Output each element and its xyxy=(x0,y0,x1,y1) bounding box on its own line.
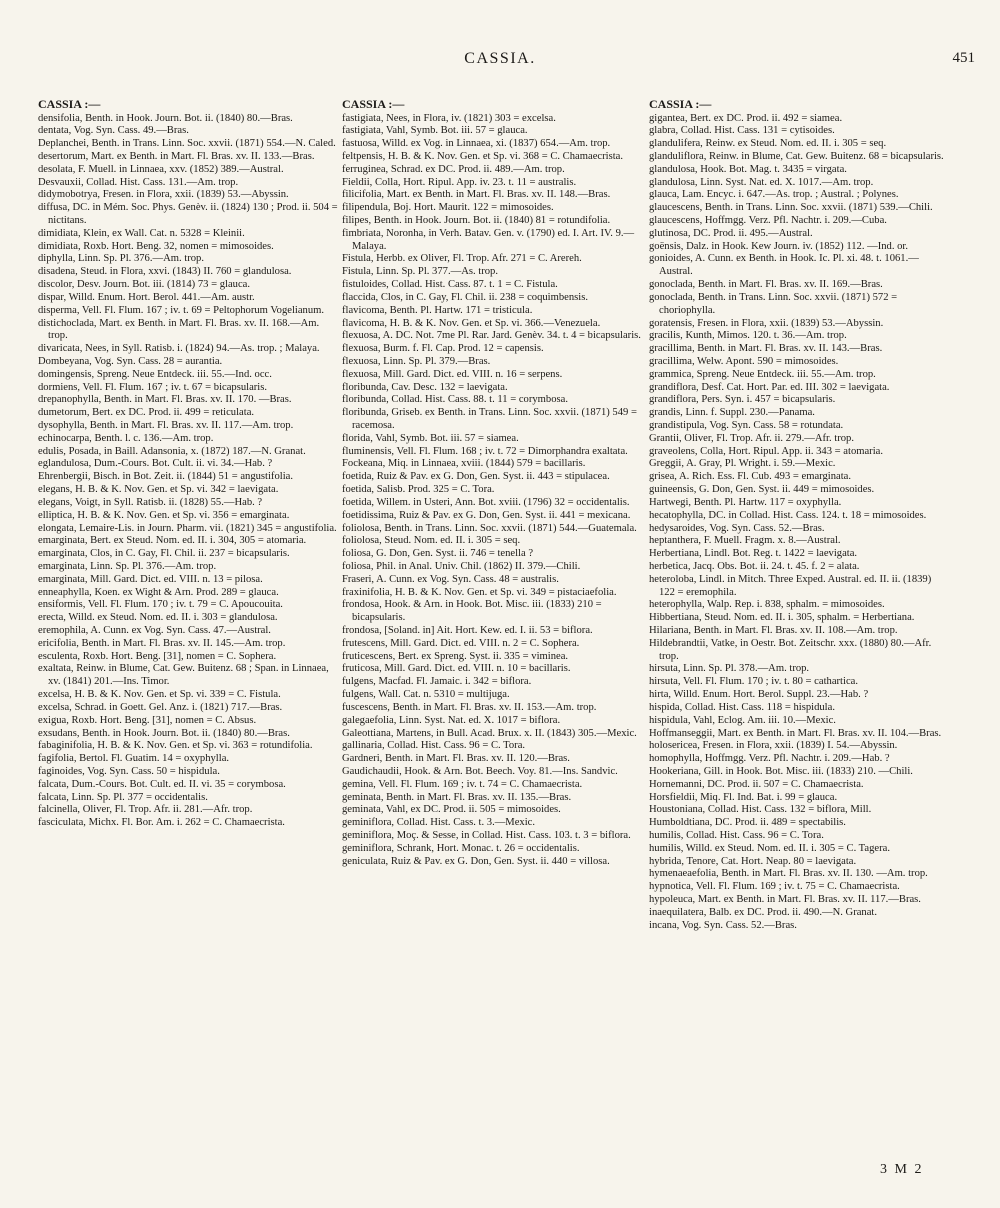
index-entry: desertorum, Mart. ex Benth. in Mart. Fl. Bras. xv. II. 133.—Bras. xyxy=(38,150,315,162)
index-entry: densifolia, Benth. in Hook. Journ. Bot. ii. (1840) 80.—Bras. xyxy=(38,112,293,124)
index-entry: fasciculata, Michx. Fl. Bor. Am. i. 262 = C. Chamaecrista. xyxy=(38,817,285,829)
index-entry: hirsuta, Linn. Sp. Pl. 378.—Am. trop. xyxy=(649,663,810,675)
index-entry: fastuosa, Willd. ex Vog. in Linnaea, xi. (1837) 654.—Am. trop. xyxy=(342,138,611,150)
index-entry: foliolosa, Steud. Nom. ed. II. i. 305 = seq. xyxy=(342,535,521,547)
index-entry: herbetica, Jacq. Obs. Bot. ii. 24. t. 45. f. 2 = alata. xyxy=(649,560,860,572)
index-entry: grammica, Spreng. Neue Entdeck. iii. 55.—Am. trop. xyxy=(649,368,876,380)
index-entry: heterophylla, Walp. Rep. i. 838, sphalm. = mimosoides. xyxy=(649,599,885,611)
index-entry: discolor, Desv. Journ. Bot. iii. (1814) 73 = glauca. xyxy=(38,279,250,291)
index-entry: dumetorum, Bert. ex DC. Prod. ii. 499 = reticulata. xyxy=(38,407,255,419)
page-number: 451 xyxy=(952,50,975,66)
index-entry: fastigiata, Nees, in Flora, iv. (1821) 303 = excelsa. xyxy=(342,112,556,124)
index-entry: Horsfieldii, Miq. Fl. Ind. Bat. i. 99 = glauca. xyxy=(649,791,838,803)
index-entry: humilis, Willd. ex Steud. Nom. ed. II. i. 305 = C. Tagera. xyxy=(649,842,890,854)
index-entry: falcinella, Oliver, Fl. Trop. Afr. ii. 281.—Afr. trop. xyxy=(38,804,253,816)
index-entry: hirsuta, Vell. Fl. Flum. 170 ; iv. t. 80 = cathartica. xyxy=(649,676,858,688)
index-entry: foliosa, Phil. in Anal. Univ. Chil. (1862) II. 379.—Chili. xyxy=(342,560,581,572)
index-entry: glaucescens, Hoffmgg. Verz. Pfl. Nachtr. i. 209.—Cuba. xyxy=(649,215,887,227)
index-entry: emarginata, Linn. Sp. Pl. 376.—Am. trop. xyxy=(38,560,217,572)
index-entry: glandulosa, Linn. Syst. Nat. ed. X. 1017.—Am. trop. xyxy=(649,176,874,188)
index-entry: heptanthera, F. Muell. Fragm. x. 8.—Austral. xyxy=(649,535,841,547)
index-entry: frondosa, [Soland. in] Ait. Hort. Kew. ed. I. ii. 53 = biflora. xyxy=(342,625,593,637)
index-entry: glauca, Lam. Encyc. i. 647.—As. trop. ; Austral. ; Polynes. xyxy=(649,189,899,201)
index-entry: flexuosa, Linn. Sp. Pl. 379.—Bras. xyxy=(342,355,491,367)
index-entry: grisea, A. Rich. Ess. Fl. Cub. 493 = emarginata. xyxy=(649,471,852,483)
index-entry: frondosa, Hook. & Arn. in Hook. Bot. Misc. iii. (1833) 210 = bicapsularis. xyxy=(342,599,602,624)
index-entry: dentata, Vog. Syn. Cass. 49.—Bras. xyxy=(38,125,189,137)
index-entry: fraxinifolia, H. B. & K. Nov. Gen. et Sp. vi. 349 = pistaciaefolia. xyxy=(342,586,617,598)
index-entry: fastigiata, Vahl, Symb. Bot. iii. 57 = glauca. xyxy=(342,125,528,137)
index-entry: filicifolia, Mart. ex Benth. in Mart. Fl. Bras. xv. II. 148.—Bras. xyxy=(342,189,611,201)
index-entry: gemina, Vell. Fl. Flum. 169 ; iv. t. 74 = C. Chamaecrista. xyxy=(342,778,583,790)
index-entry: filipendula, Boj. Hort. Maurit. 122 = mimosoides. xyxy=(342,202,554,214)
index-entry: Deplanchei, Benth. in Trans. Linn. Soc. xxvii. (1871) 554.—N. Caled. xyxy=(38,138,336,150)
column-1 xyxy=(38,97,338,830)
index-entry: geminata, Vahl, ex DC. Prod. ii. 505 = mimosoides. xyxy=(342,804,561,816)
index-entry: excelsa, H. B. & K. Nov. Gen. et Sp. vi. 339 = C. Fistula. xyxy=(38,689,281,701)
index-entry: gonioides, A. Cunn. ex Benth. in Hook. Ic. Pl. xi. 48. t. 1061.—Austral. xyxy=(649,253,919,278)
index-entry: galegaefolia, Linn. Syst. Nat. ed. X. 1017 = biflora. xyxy=(342,714,561,726)
index-entry: foetida, Ruiz & Pav. ex G. Don, Gen. Syst. ii. 443 = stipulacea. xyxy=(342,471,610,483)
index-entry: ensiformis, Vell. Fl. Flum. 170 ; iv. t. 79 = C. Apoucouita. xyxy=(38,599,283,611)
index-entry: floribunda, Collad. Hist. Cass. 88. t. 11 = corymbosa. xyxy=(342,394,568,406)
index-entry: Hildebrandtii, Vatke, in Oestr. Bot. Zeitschr. xxx. (1880) 80.—Afr. trop. xyxy=(649,637,932,662)
index-entry: glandulosa, Hook. Bot. Mag. t. 3435 = virgata. xyxy=(649,163,847,175)
index-entry: gracillima, Welw. Apont. 590 = mimosoides. xyxy=(649,355,839,367)
index-entry: diphylla, Linn. Sp. Pl. 376.—Am. trop. xyxy=(38,253,204,265)
index-entry: Fockeana, Miq. in Linnaea, xviii. (1844) 579 = bacillaris. xyxy=(342,458,586,470)
index-entry: grandis, Linn. f. Suppl. 230.—Panama. xyxy=(649,407,815,419)
index-entry: Dombeyana, Vog. Syn. Cass. 28 = aurantia. xyxy=(38,355,223,367)
index-entry: Hornemanni, DC. Prod. ii. 507 = C. Chamaecrista. xyxy=(649,778,864,790)
index-entry: goratensis, Fresen. in Flora, xxii. (1839) 53.—Abyssin. xyxy=(649,317,884,329)
index-entry: hybrida, Tenore, Cat. Hort. Neap. 80 = laevigata. xyxy=(649,855,857,867)
index-entry: exsudans, Benth. in Hook. Journ. Bot. ii. (1840) 80.—Bras. xyxy=(38,727,290,739)
index-entry: faginoides, Vog. Syn. Cass. 50 = hispidula. xyxy=(38,765,220,777)
index-entry: floribunda, Griseb. ex Benth. in Trans. Linn. Soc. xxvii. (1871) 549 = racemosa. xyxy=(342,407,637,432)
index-entry: gracilis, Kunth, Mimos. 120. t. 36.—Am. trop. xyxy=(649,330,847,342)
index-entry: elegans, Voigt, in Syll. Ratisb. ii. (1828) 55.—Hab. ? xyxy=(38,496,263,508)
index-entry: diffusa, DC. in Mém. Soc. Phys. Genèv. ii. (1824) 130 ; Prod. ii. 504 = nictitans. xyxy=(38,202,338,227)
index-entry: eglandulosa, Dum.-Cours. Bot. Cult. ii. vi. 34.—Hab. ? xyxy=(38,458,273,470)
index-entry: glutinosa, DC. Prod. ii. 495.—Austral. xyxy=(649,227,813,239)
index-entry: Grantii, Oliver, Fl. Trop. Afr. ii. 279.—Afr. trop. xyxy=(649,432,854,444)
index-entry: Humboldtiana, DC. Prod. ii. 489 = spectabilis. xyxy=(649,817,846,829)
index-entry: geminiflora, Collad. Hist. Cass. t. 3.—Mexic. xyxy=(342,817,536,829)
column-3 xyxy=(649,97,949,933)
index-entry: Galeottiana, Martens, in Bull. Acad. Brux. x. II. (1843) 305.—Mexic. xyxy=(342,727,637,739)
index-entry: Fieldii, Colla, Hort. Ripul. App. iv. 23. t. 11 = australis. xyxy=(342,176,577,188)
index-entry: geniculata, Ruiz & Pav. ex G. Don, Gen. Syst. ii. 440 = villosa. xyxy=(342,855,610,867)
index-entry: fluminensis, Vell. Fl. Flum. 168 ; iv. t. 72 = Dimorphandra exaltata. xyxy=(342,445,628,457)
index-entry: falcata, Dum.-Cours. Bot. Cult. ed. II. vi. 35 = corymbosa. xyxy=(38,778,286,790)
index-entry: heteroloba, Lindl. in Mitch. Three Exped. Austral. ed. II. ii. (1839) 122 = eremophila. xyxy=(649,573,932,598)
index-entry: Greggii, A. Gray, Pl. Wright. i. 59.—Mexic. xyxy=(649,458,836,470)
index-entry: incana, Vog. Syn. Cass. 52.—Bras. xyxy=(649,919,797,931)
index-entry: fulgens, Macfad. Fl. Jamaic. i. 342 = biflora. xyxy=(342,676,532,688)
index-entry: frutescens, Mill. Gard. Dict. ed. VIII. n. 2 = C. Sophera. xyxy=(342,637,580,649)
index-entry: emarginata, Clos, in C. Gay, Fl. Chil. ii. 237 = bicapsularis. xyxy=(38,548,290,560)
index-entry: filipes, Benth. in Hook. Journ. Bot. ii. (1840) 81 = rotundifolia. xyxy=(342,215,611,227)
index-entry: domingensis, Spreng. Neue Entdeck. iii. 55.—Ind. occ. xyxy=(38,368,272,380)
index-entry: hispida, Collad. Hist. Cass. 118 = hispidula. xyxy=(649,701,835,713)
index-entry: feltpensis, H. B. & K. Nov. Gen. et Sp. vi. 368 = C. Chamaecrista. xyxy=(342,150,623,162)
index-entry: hedysaroides, Vog. Syn. Cass. 52.—Bras. xyxy=(649,522,825,534)
index-entry: Hartwegi, Benth. Pl. Hartw. 117 = oxyphylla. xyxy=(649,496,842,508)
column-2 xyxy=(342,97,642,868)
index-entry: fimbriata, Noronha, in Verh. Batav. Gen. v. (1790) ed. I. Art. IV. 9.—Malaya. xyxy=(342,227,635,252)
index-entry: florida, Vahl, Symb. Bot. iii. 57 = siamea. xyxy=(342,432,519,444)
index-entry: foliolosa, Benth. in Trans. Linn. Soc. xxvii. (1871) 544.—Guatemala. xyxy=(342,522,637,534)
index-entry: Hookeriana, Gill. in Hook. Bot. Misc. iii. (1833) 210. —Chili. xyxy=(649,765,913,777)
index-entry: emarginata, Mill. Gard. Dict. ed. VIII. n. 13 = pilosa. xyxy=(38,573,263,585)
index-entry: elegans, H. B. & K. Nov. Gen. et Sp. vi. 342 = laevigata. xyxy=(38,484,279,496)
index-entry: elongata, Lemaire-Lis. in Journ. Pharm. vii. (1821) 345 = angustifolia. xyxy=(38,522,337,534)
index-entry: holosericea, Fresen. in Flora, xxii. (1839) I. 54.—Abyssin. xyxy=(649,740,898,752)
index-entry: dormiens, Vell. Fl. Flum. 167 ; iv. t. 67 = bicapsularis. xyxy=(38,381,268,393)
printer-signature: 3 M 2 xyxy=(880,1162,924,1177)
index-entry: flexuosa, A. DC. Not. 7me Pl. Rar. Jard. Genèv. 34. t. 4 = bicapsularis. xyxy=(342,330,641,342)
index-entry: foliosa, G. Don, Gen. Syst. ii. 746 = tenella ? xyxy=(342,548,534,560)
index-entry: Herbertiana, Lindl. Bot. Reg. t. 1422 = laevigata. xyxy=(649,548,858,560)
index-entry: Hilariana, Benth. in Mart. Fl. Bras. xv. II. 108.—Am. trop. xyxy=(649,625,898,637)
index-entry: grandiflora, Desf. Cat. Hort. Par. ed. III. 302 = laevigata. xyxy=(649,381,890,393)
index-entry: drepanophylla, Benth. in Mart. Fl. Bras. xv. II. 170. —Bras. xyxy=(38,394,292,406)
index-entry: foetida, Willem. in Usteri, Ann. Bot. xviii. (1796) 32 = occidentalis. xyxy=(342,496,630,508)
index-entry: Hibbertiana, Steud. Nom. ed. II. i. 305, sphalm. = Herbertiana. xyxy=(649,612,915,624)
index-entry: fabaginifolia, H. B. & K. Nov. Gen. et Sp. vi. 363 = rotundifolia. xyxy=(38,740,313,752)
index-entry: hirta, Willd. Enum. Hort. Berol. Suppl. 23.—Hab. ? xyxy=(649,689,869,701)
index-entry: gracillima, Benth. in Mart. Fl. Bras. xv. II. 143.—Bras. xyxy=(649,343,883,355)
index-entry: fagifolia, Bertol. Fl. Guatim. 14 = oxyphylla. xyxy=(38,753,230,765)
index-entry: Fistula, Linn. Sp. Pl. 377.—As. trop. xyxy=(342,266,498,278)
index-entry: humilis, Collad. Hist. Cass. 96 = C. Tora. xyxy=(649,830,824,842)
index-entry: foetidissima, Ruiz & Pav. ex G. Don, Gen. Syst. ii. 441 = mexicana. xyxy=(342,509,631,521)
index-entry: Gaudichaudii, Hook. & Arn. Bot. Beech. Voy. 81.—Ins. Sandvic. xyxy=(342,765,618,777)
index-entry: Fistula, Herbb. ex Oliver, Fl. Trop. Afr. 271 = C. Arereh. xyxy=(342,253,582,265)
index-entry: flexuosa, Burm. f. Fl. Cap. Prod. 12 = capensis. xyxy=(342,343,544,355)
index-entry: Hoffmanseggii, Mart. ex Benth. in Mart. Fl. Bras. xv. II. 104.—Bras. xyxy=(649,727,942,739)
index-entry: geminata, Benth. in Mart. Fl. Bras. xv. II. 135.—Bras. xyxy=(342,791,572,803)
index-entry: hispidula, Vahl, Eclog. Am. iii. 10.—Mexic. xyxy=(649,714,836,726)
index-entry: graveolens, Colla, Hort. Ripul. App. ii. 343 = atomaria. xyxy=(649,445,883,457)
index-entry: Gardneri, Benth. in Mart. Fl. Bras. xv. II. 120.—Bras. xyxy=(342,753,570,765)
index-entry: geminiflora, Schrank, Hort. Monac. t. 26 = occidentalis. xyxy=(342,842,580,854)
index-entry: falcata, Linn. Sp. Pl. 377 = occidentalis. xyxy=(38,791,208,803)
index-entry: fistuloides, Collad. Hist. Cass. 87. t. 1 = C. Fistula. xyxy=(342,279,558,291)
index-entry: fruticescens, Bert. ex Spreng. Syst. ii. 335 = viminea. xyxy=(342,650,569,662)
index-entry: disperma, Vell. Fl. Flum. 167 ; iv. t. 69 = Peltophorum Vogelianum. xyxy=(38,304,325,316)
index-entry: enneaphylla, Koen. ex Wight & Arn. Prod. 289 = glauca. xyxy=(38,586,279,598)
index-entry: flexuosa, Mill. Gard. Dict. ed. VIII. n. 16 = serpens. xyxy=(342,368,563,380)
index-entry: guineensis, G. Don, Gen. Syst. ii. 449 = mimosoides. xyxy=(649,484,875,496)
index-entry: dispar, Willd. Enum. Hort. Berol. 441.—Am. austr. xyxy=(38,291,255,303)
index-entry: geminiflora, Moç. & Sesse, in Collad. Hist. Cass. 103. t. 3 = biflora. xyxy=(342,830,631,842)
index-entry: Ehrenbergii, Bisch. in Bot. Zeit. ii. (1844) 51 = angustifolia. xyxy=(38,471,293,483)
index-entry: distichoclada, Mart. ex Benth. in Mart. Fl. Bras. xv. II. 168.—Am. trop. xyxy=(38,317,320,342)
index-entry: glandulifera, Reinw. ex Steud. Nom. ed. II. i. 305 = seq. xyxy=(649,138,887,150)
index-entry: disadena, Steud. in Flora, xxvi. (1843) II. 760 = glandulosa. xyxy=(38,266,292,278)
index-entry: gigantea, Bert. ex DC. Prod. ii. 492 = siamea. xyxy=(649,112,843,124)
index-entry: echinocarpa, Benth. l. c. 136.—Am. trop. xyxy=(38,432,214,444)
index-entry: floribunda, Cav. Desc. 132 = laevigata. xyxy=(342,381,508,393)
index-entry: dimidiata, Klein, ex Wall. Cat. n. 5328 = Kleinii. xyxy=(38,227,245,239)
index-entry: flaccida, Clos, in C. Gay, Fl. Chil. ii. 238 = coquimbensis. xyxy=(342,291,588,303)
index-entry: erecta, Willd. ex Steud. Nom. ed. II. i. 303 = glandulosa. xyxy=(38,612,278,624)
index-entry: gonoclada, Benth. in Mart. Fl. Bras. xv. II. 169.—Bras. xyxy=(649,279,883,291)
index-entry: dimidiata, Roxb. Hort. Beng. 32, nomen = mimosoides. xyxy=(38,240,274,252)
index-entry: didymobotrya, Fresen. in Flora, xxii. (1839) 53.—Abyssin. xyxy=(38,189,289,201)
index-entry: exaltata, Reinw. in Blume, Cat. Gew. Buitenz. 68 ; Span. in Linnaea, xv. (1841) 201.—Ins. Timor. xyxy=(38,663,329,688)
running-title: CASSIA. xyxy=(464,50,536,67)
index-entry: hecatophylla, DC. in Collad. Hist. Cass. 124. t. 18 = mimosoides. xyxy=(649,509,927,521)
index-entry: Houstoniana, Collad. Hist. Cass. 132 = biflora, Mill. xyxy=(649,804,872,816)
column-heading: CASSIA :— xyxy=(342,97,405,111)
index-entry: fuscescens, Benth. in Mart. Fl. Bras. xv. II. 153.—Am. trop. xyxy=(342,701,597,713)
index-entry: ericifolia, Benth. in Mart. Fl. Bras. xv. II. 145.—Am. trop. xyxy=(38,637,286,649)
index-entry: excelsa, Schrad. in Goett. Gel. Anz. i. (1821) 717.—Bras. xyxy=(38,701,283,713)
index-entry: grandiflora, Pers. Syn. i. 457 = bicapsularis. xyxy=(649,394,836,406)
index-entry: ferruginea, Schrad. ex DC. Prod. ii. 489.—Am. trop. xyxy=(342,163,565,175)
index-entry: elliptica, H. B. & K. Nov. Gen. et Sp. vi. 356 = emarginata. xyxy=(38,509,290,521)
index-entry: eremophila, A. Cunn. ex Vog. Syn. Cass. 47.—Austral. xyxy=(38,625,271,637)
index-entry: homophylla, Hoffmgg. Verz. Pfl. Nachtr. i. 209.—Hab. ? xyxy=(649,753,890,765)
index-entry: Desvauxii, Collad. Hist. Cass. 131.—Am. trop. xyxy=(38,176,239,188)
index-entry: gallinaria, Collad. Hist. Cass. 96 = C. Tora. xyxy=(342,740,526,752)
index-entry: flavicoma, H. B. & K. Nov. Gen. et Sp. vi. 366.—Venezuela. xyxy=(342,317,601,329)
column-heading: CASSIA :— xyxy=(649,97,712,111)
index-entry: hypoleuca, Mart. ex Benth. in Mart. Fl. Bras. xv. II. 117.—Bras. xyxy=(649,894,921,906)
column-heading: CASSIA :— xyxy=(38,97,101,111)
index-entry: glabra, Collad. Hist. Cass. 131 = cytisoides. xyxy=(649,125,835,137)
index-entry: emarginata, Bert. ex Steud. Nom. ed. II. i. 304, 305 = atomaria. xyxy=(38,535,307,547)
index-entry: grandistipula, Vog. Syn. Cass. 58 = rotundata. xyxy=(649,420,844,432)
index-entry: glanduliflora, Reinw. in Blume, Cat. Gew. Buitenz. 68 = bicapsularis. xyxy=(649,150,944,162)
index-entry: gonoclada, Benth. in Trans. Linn. Soc. xxvii. (1871) 572 = choriophylla. xyxy=(649,291,898,316)
index-entry: Fraseri, A. Cunn. ex Vog. Syn. Cass. 48 = australis. xyxy=(342,573,559,585)
index-entry: edulis, Posada, in Baill. Adansonia, x. (1872) 187.—N. Granat. xyxy=(38,445,306,457)
index-entry: inaequilatera, Balb. ex DC. Prod. ii. 490.—N. Granat. xyxy=(649,906,878,918)
index-entry: divaricata, Nees, in Syll. Ratisb. i. (1824) 94.—As. trop. ; Malaya. xyxy=(38,343,320,355)
index-entry: hypnotica, Vell. Fl. Flum. 169 ; iv. t. 75 = C. Chamaecrista. xyxy=(649,881,900,893)
index-entry: goënsis, Dalz. in Hook. Kew Journ. iv. (1852) 112. —Ind. or. xyxy=(649,240,909,252)
index-entry: dysophylla, Benth. in Mart. Fl. Bras. xv. II. 117.—Am. trop. xyxy=(38,420,294,432)
index-entry: desolata, F. Muell. in Linnaea, xxv. (1852) 389.—Austral. xyxy=(38,163,284,175)
index-entry: exigua, Roxb. Hort. Beng. [31], nomen = C. Absus. xyxy=(38,714,257,726)
index-entry: esculenta, Roxb. Hort. Beng. [31], nomen = C. Sophera. xyxy=(38,650,277,662)
index-entry: glaucescens, Benth. in Trans. Linn. Soc. xxvii. (1871) 539.—Chili. xyxy=(649,202,933,214)
index-entry: fulgens, Wall. Cat. n. 5310 = multijuga. xyxy=(342,689,510,701)
index-entry: fruticosa, Mill. Gard. Dict. ed. VIII. n. 10 = bacillaris. xyxy=(342,663,571,675)
index-entry: flavicoma, Benth. Pl. Hartw. 171 = tristicula. xyxy=(342,304,533,316)
index-entry: foetida, Salisb. Prod. 325 = C. Tora. xyxy=(342,484,495,496)
index-entry: hymenaeaefolia, Benth. in Mart. Fl. Bras. xv. II. 130. —Am. trop. xyxy=(649,868,928,880)
